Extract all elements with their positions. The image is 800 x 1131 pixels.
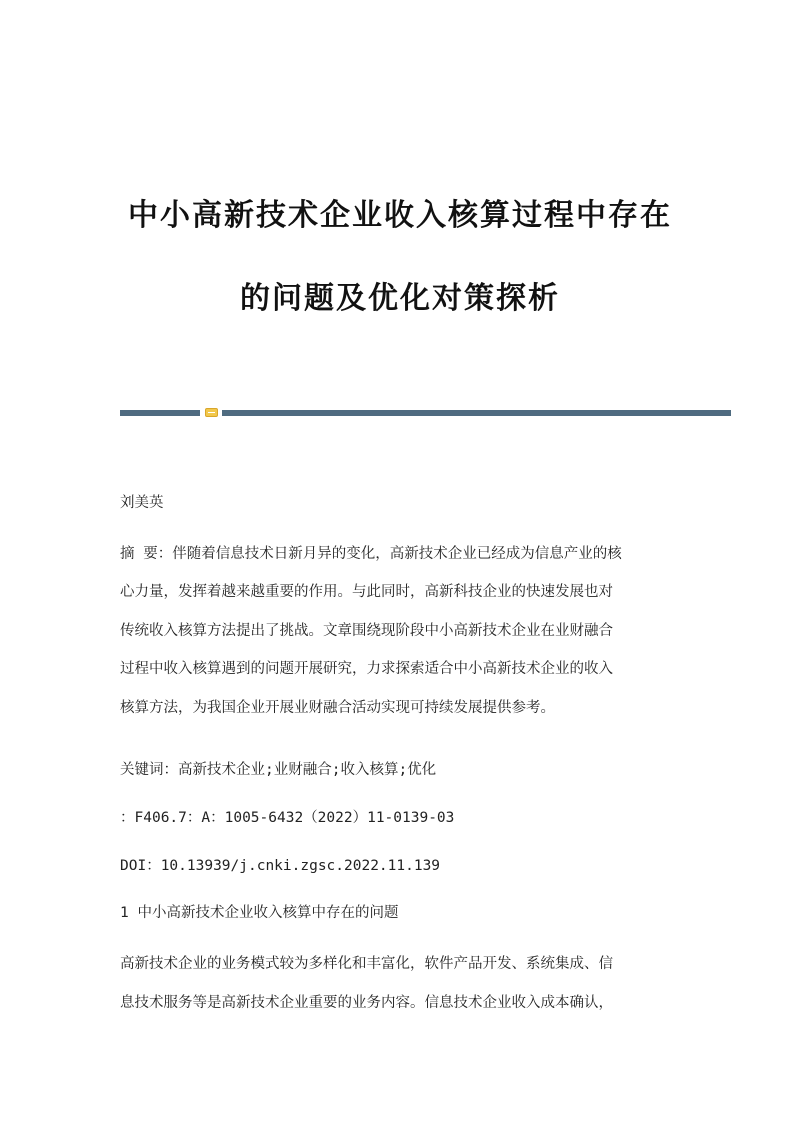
abstract-line: 传统收入核算方法提出了挑战。文章围绕现阶段中小高新技术企业在业财融合 [120,623,613,639]
author-name: 刘美英 [120,495,164,511]
title-line-2: 的问题及优化对策探析 [240,281,560,316]
abstract-line: 核算方法，为我国企业开展业财融合活动实现可持续发展提供参考。 [120,700,555,716]
body-line: 高新技术企业的业务模式较为多样化和丰富化，软件产品开发、系统集成、信 [120,956,613,972]
section-heading: 1 中小高新技术企业收入核算中存在的问题 [120,905,399,921]
keywords: 关键词：高新技术企业;业财融合;收入核算;优化 [120,762,437,778]
divider-bar-right [222,410,731,416]
divider-bar-left [120,410,200,416]
abstract-line: 过程中收入核算遇到的问题开展研究，力求探索适合中小高新技术企业的收入 [120,661,613,677]
title-divider [120,408,731,417]
abstract-line: 摘 要：伴随着信息技术日新月异的变化，高新技术企业已经成为信息产业的核 [120,546,622,562]
doi: DOI：10.13939/j.cnki.zgsc.2022.11.139 [120,858,441,874]
body-line: 息技术服务等是高新技术企业重要的业务内容。信息技术企业收入成本确认， [120,995,613,1011]
title-line-1: 中小高新技术企业收入核算过程中存在 [128,198,672,233]
divider-ornament-icon [205,408,218,417]
abstract-line: 心力量，发挥着越来越重要的作用。与此同时，高新科技企业的快速发展也对 [120,584,613,600]
classification-code: ：F406.7：A：1005-6432（2022）11-0139-03 [120,810,455,826]
